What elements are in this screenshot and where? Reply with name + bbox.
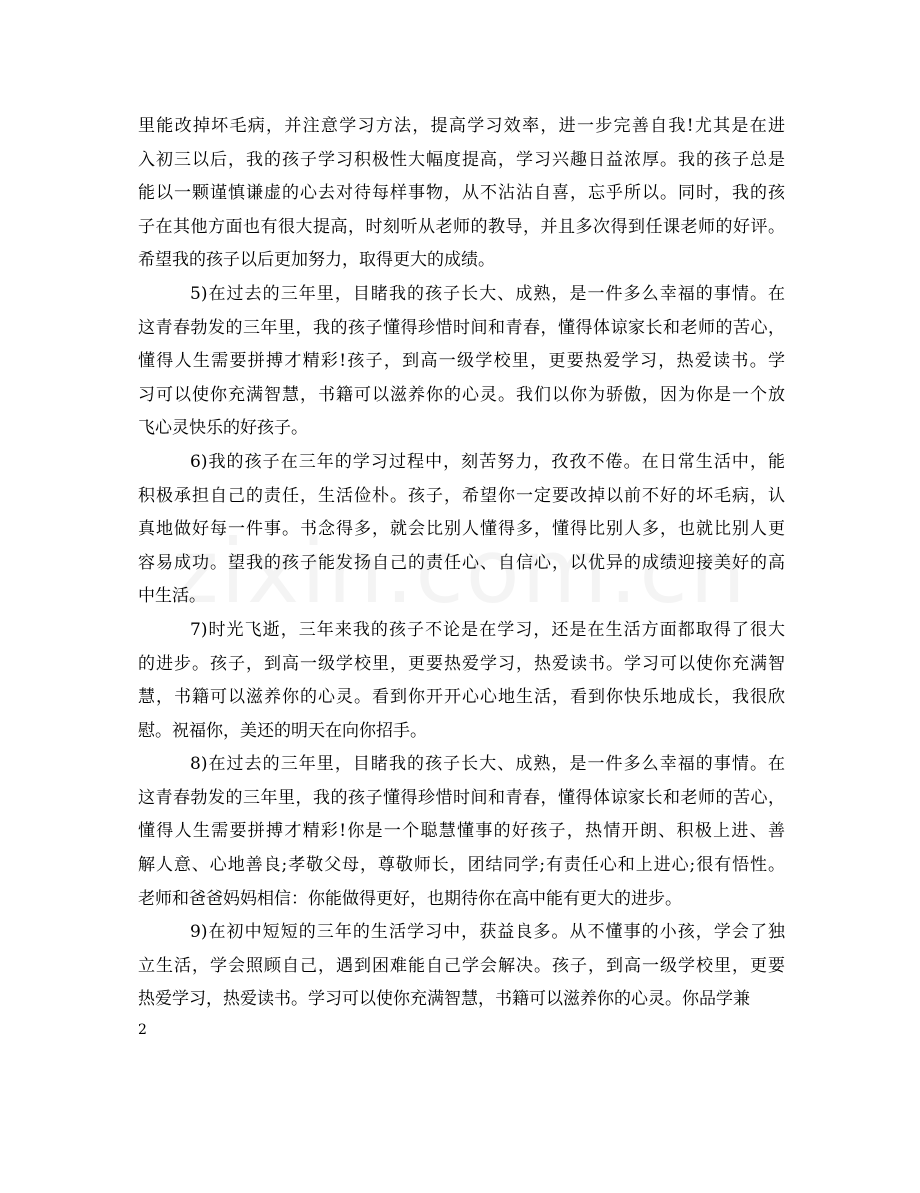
text-line: 能以一颗谨慎谦虚的心去对待每样事物，从不沾沾自喜，忘乎所以。同时，我的孩 [138,183,785,204]
paragraph-3 [138,446,785,614]
text-line: 容易成功。望我的孩子能发扬自己的责任心、自信心，以优异的成绩迎接美好的高 [138,552,785,573]
text-line: 入初三以后，我的孩子学习积极性大幅度提高，学习兴趣日益浓厚。我的孩子总是 [138,149,785,170]
paragraph-1 [138,110,785,278]
text-line: 子在其他方面也有很大提高，时刻听从老师的教导，并且多次得到任课老师的好评。 [138,216,785,237]
text-line: 的进步。孩子，到高一级学校里，更要热爱学习，热爱读书。学习可以使你充满智 [138,653,785,674]
text-line: 慧，书籍可以滋养你的心灵。看到你开开心心地生活，看到你快乐地成长，我很欣 [138,687,785,708]
page-number: 2 [138,1022,147,1038]
text-line: 里能改掉坏毛病，并注意学习方法，提高学习效率，进一步完善自我!尤其是在进 [138,116,785,136]
text-line: 积极承担自己的责任，生活俭朴。孩子，希望你一定要改掉以前不好的坏毛病，认 [138,485,785,506]
text-line: 9)在初中短短的三年的生活学习中，获益良多。从不懂事的小孩，学会了独 [190,922,785,943]
text-line: 这青春勃发的三年里，我的孩子懂得珍惜时间和青春，懂得体谅家长和老师的苦心， [138,317,785,338]
document-body [138,110,785,1017]
text-line: 飞心灵快乐的好孩子。 [138,418,308,439]
text-line: 7)时光飞逝，三年来我的孩子不论是在学习，还是在生活方面都取得了很大 [190,619,785,640]
text-line: 8)在过去的三年里，目睹我的孩子长大、成熟，是一件多么幸福的事情。在 [190,754,785,775]
text-line: 6)我的孩子在三年的学习过程中，刻苦努力，孜孜不倦。在日常生活中，能 [190,451,785,472]
text-line: 老师和爸爸妈妈相信：你能做得更好，也期待你在高中能有更大的进步。 [138,888,682,909]
text-line: 解人意、心地善良;孝敬父母，尊敬师长，团结同学;有责任心和上进心;很有悟性。 [138,855,785,876]
text-line: 中生活。 [138,586,206,607]
text-line: 懂得人生需要拼搏才精彩!你是一个聪慧懂事的好孩子，热情开朗、积极上进、善 [138,821,785,842]
text-line: 这青春勃发的三年里，我的孩子懂得珍惜时间和青春，懂得体谅家长和老师的苦心， [138,787,785,808]
text-line: 希望我的孩子以后更加努力，取得更大的成绩。 [138,250,495,271]
text-line: 习可以使你充满智慧，书籍可以滋养你的心灵。我们以你为骄傲，因为你是一个放 [138,384,785,405]
text-line: 懂得人生需要拼搏才精彩!孩子，到高一级学校里，更要热爱学习，热爱读书。学 [138,351,785,372]
text-line: 热爱学习，热爱读书。学习可以使你充满智慧，书籍可以滋养你的心灵。你品学兼 [138,989,750,1010]
paragraph-2 [138,278,785,446]
text-line: 慰。祝福你，美还的明天在向你招手。 [138,720,427,741]
paragraph-6 [138,916,785,1017]
text-line: 真地做好每一件事。书念得多，就会比别人懂得多，懂得比别人多，也就比别人更 [138,519,785,540]
text-line: 立生活，学会照顾自己，遇到困难能自己学会解决。孩子，到高一级学校里，更要 [138,955,785,976]
paragraph-4 [138,614,785,748]
paragraph-5 [138,748,785,916]
text-line: 5)在过去的三年里，目睹我的孩子长大、成熟，是一件多么幸福的事情。在 [190,283,785,304]
